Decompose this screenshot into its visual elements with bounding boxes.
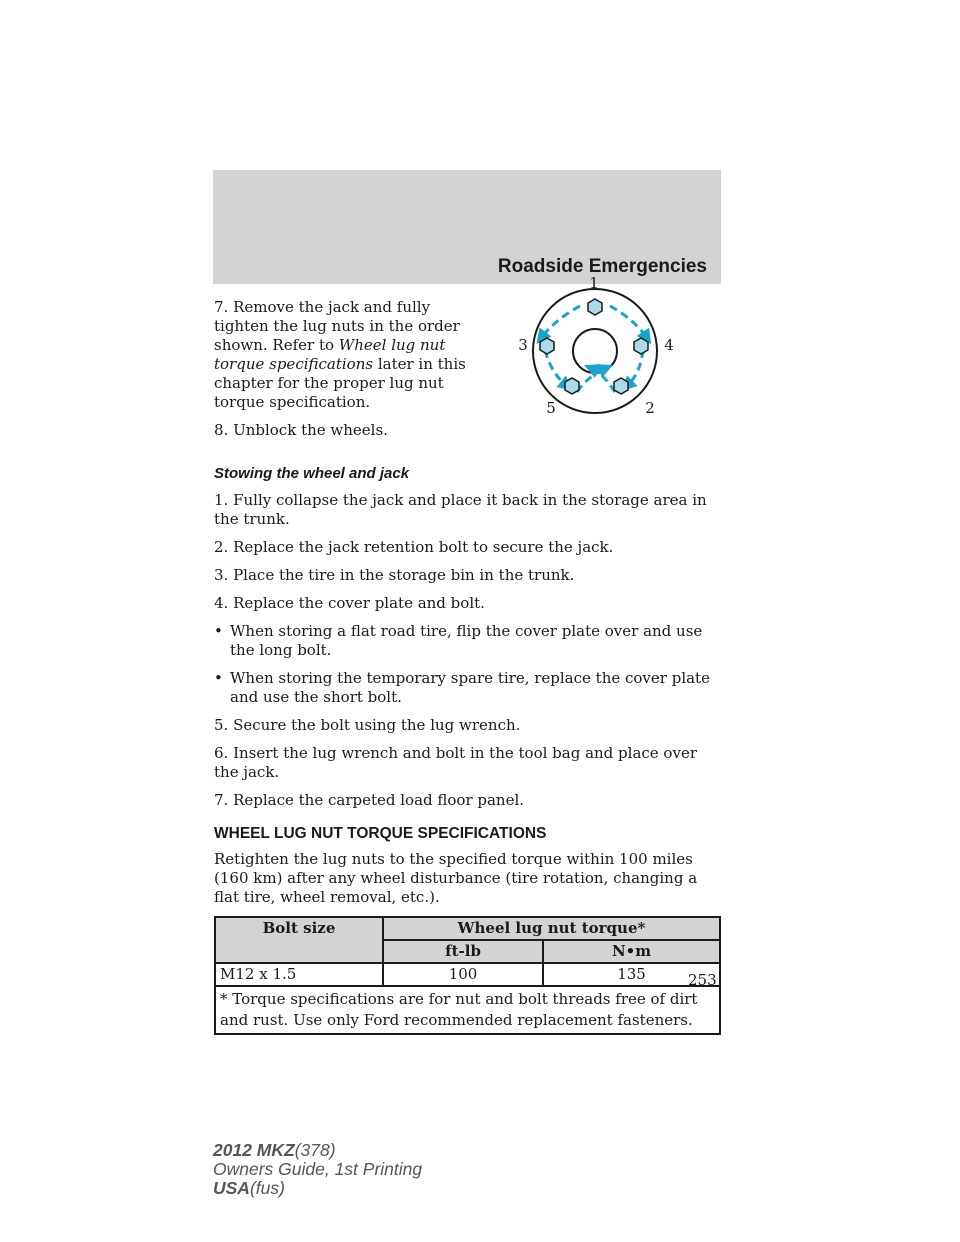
nut-label-5: 5 (546, 399, 556, 417)
col-nm: N•m (543, 940, 720, 963)
step-8-unblock: 8. Unblock the wheels. (214, 421, 388, 439)
cell-nm: 135 (543, 963, 720, 986)
stowing-step: 2. Replace the jack retention bolt to secure the jack. (214, 538, 614, 556)
table-row (215, 963, 720, 986)
section-header (213, 170, 721, 284)
cross-reference: Wheel lug nut torque specifications (214, 336, 446, 373)
stowing-step: 1. Fully collapse the jack and place it back in the storage area in the trunk. (214, 491, 707, 528)
step-7-remove-jack: 7. Remove the jack and fully tighten the lug nuts in the order shown. Refer to Wheel lug nut torque specifications later in this chapter for the proper lug nut torque specification. (214, 298, 466, 411)
bullet-item: • When storing the temporary spare tire, replace the cover plate and use the short bolt. (214, 669, 710, 706)
cell-ftlb: 100 (383, 963, 543, 986)
nut-label-3: 3 (518, 336, 528, 354)
footer-line-edition: Owners Guide, 1st Printing (213, 1159, 423, 1179)
stowing-step: 6. Insert the lug wrench and bolt in the tool bag and place over the jack. (214, 744, 697, 781)
bullet-dot-icon: • (214, 669, 223, 687)
torque-intro: Retighten the lug nuts to the specified torque within 100 miles (160 km) after any wheel disturbance (tire rotation, changing a flat tire, wheel removal, etc.). (214, 850, 698, 906)
stowing-step: 4. Replace the cover plate and bolt. (214, 594, 485, 612)
footer-line-market: USA(fus) (213, 1178, 285, 1198)
table-header-row (215, 917, 720, 940)
stowing-step: 3. Place the tire in the storage bin in the trunk. (214, 566, 575, 584)
torque-heading: WHEEL LUG NUT TORQUE SPECIFICATIONS (214, 825, 547, 842)
footer-line-model: 2012 MKZ(378) (213, 1140, 336, 1160)
cell-bolt: M12 x 1.5 (215, 963, 383, 986)
section-title: Roadside Emergencies (497, 256, 707, 277)
table-note-row (215, 986, 720, 1034)
page-content (214, 298, 720, 1035)
torque-spec-table (214, 916, 721, 1035)
nut-label-4: 4 (664, 336, 674, 354)
col-ftlb: ft-lb (383, 940, 543, 963)
nut-label-2: 2 (645, 399, 655, 417)
bullet-item: • When storing a flat road tire, flip the cover plate over and use the long bolt. (214, 622, 703, 659)
stowing-step: 5. Secure the bolt using the lug wrench. (214, 716, 521, 734)
page-number: 253 (688, 971, 717, 989)
col-bolt-size: Bolt size (215, 917, 383, 963)
stowing-step: 7. Replace the carpeted load floor panel. (214, 791, 525, 809)
print-footer (213, 1141, 422, 1198)
col-torque: Wheel lug nut torque* (383, 917, 720, 940)
nut-label-1: 1 (589, 274, 599, 292)
table-footnote: * Torque specifications are for nut and bolt threads free of dirt and rust. Use only Ford recommended replacement fasteners. (215, 986, 720, 1034)
bullet-dot-icon: • (214, 622, 223, 640)
stowing-heading: Stowing the wheel and jack (214, 465, 410, 482)
